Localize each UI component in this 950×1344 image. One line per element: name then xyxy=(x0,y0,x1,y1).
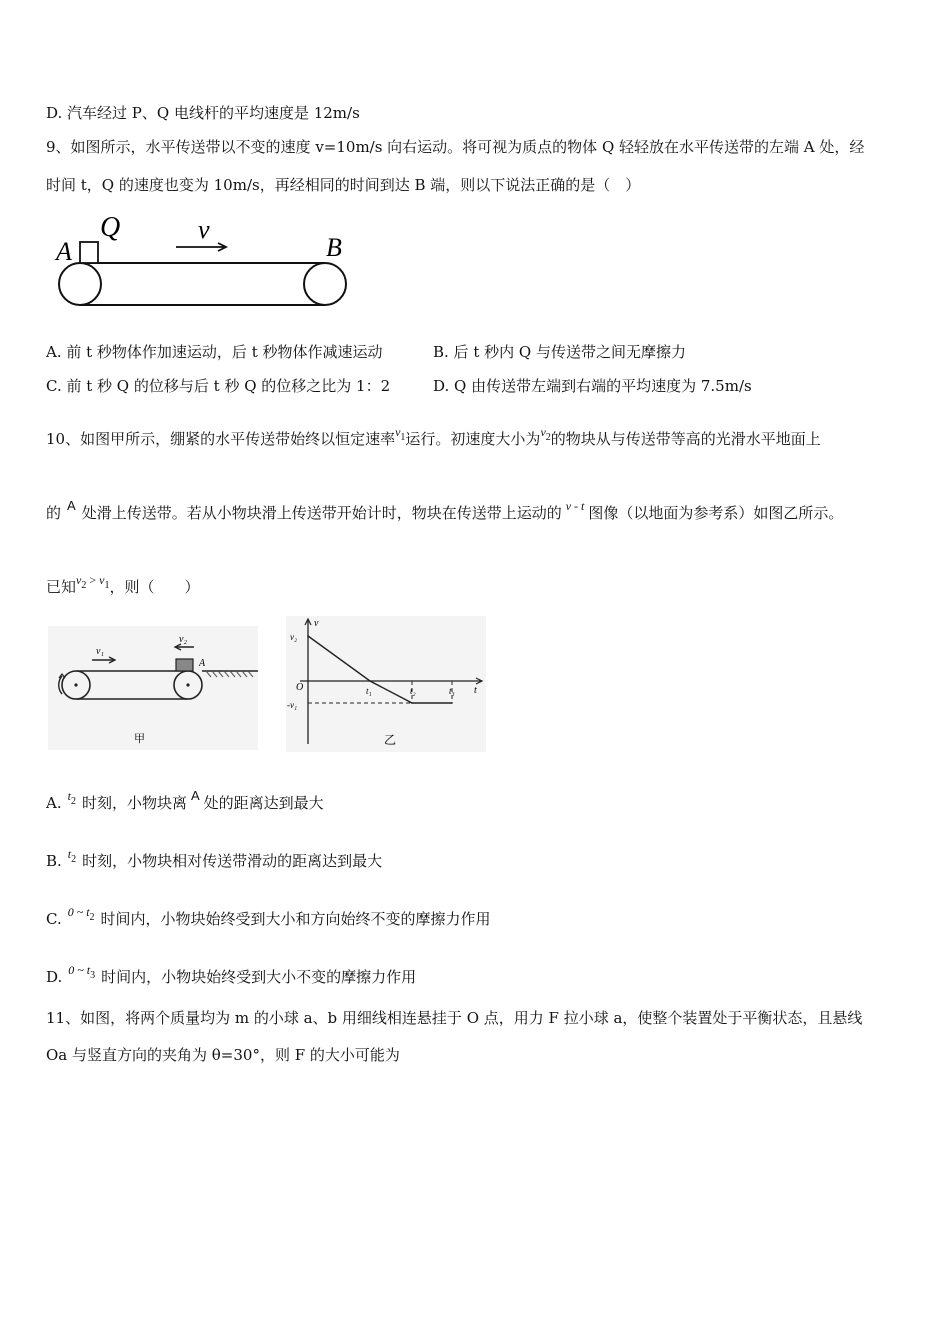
q9-option-c: C. 前 t 秒 Q 的位移与后 t 秒 Q 的位移之比为 1：2 xyxy=(46,377,391,395)
q10-figure-jia xyxy=(48,626,258,750)
q10-stem-text-1: 10、如图甲所示，绷紧的水平传送带始终以恒定速率 xyxy=(46,430,396,448)
left-pulley xyxy=(59,263,101,305)
q9-option-a: A. 前 t 秒物体作加速运动，后 t 秒物体作减速运动 xyxy=(46,343,383,361)
tick-t1: t₁ xyxy=(366,686,372,696)
q10-stem-line1 xyxy=(46,422,821,449)
q10-stem-line2 xyxy=(46,496,843,523)
q9-option-d: D. Q 由传送带左端到右端的平均速度为 7.5m/s xyxy=(433,377,752,395)
q10-stem3-text-1: 已知 xyxy=(46,578,77,596)
q9-stem-line1: 9、如图所示，水平传送带以不变的速度 v=10m/s 向右运动。将可视为质点的物体 Q 轻轻放在水平传送带的左端 A 处，经 xyxy=(46,138,865,156)
vt-point-1 xyxy=(369,680,371,682)
tick-neg-v1: -v₁ xyxy=(287,700,298,710)
label-b: B xyxy=(326,233,342,262)
vt-point-3 xyxy=(451,702,453,704)
q10-option-d: D. $^{0 \sim t_3}$ 时间内，小物块始终受到大小不变的摩擦力作用 xyxy=(46,963,417,986)
q9-conveyor-figure xyxy=(50,212,360,312)
q10-stem2-text-1: 的 xyxy=(46,504,62,522)
block-q xyxy=(80,242,98,263)
q9-option-b: B. 后 t 秒内 Q 与传送带之间无摩擦力 xyxy=(433,343,686,361)
q10-option-b: B. $^{t_2}$ 时刻，小物块相对传送带滑动的距离达到最大 xyxy=(46,847,383,870)
q11-stem-line1: 11、如图，将两个质量均为 m 的小球 a、b 用细线相连悬挂于 O 点，用力 F 拉小球 a，使整个装置处于平衡状态，且悬线 xyxy=(46,1009,863,1027)
vt-point-2 xyxy=(411,702,413,704)
q10-option-a: A. $^{t_2}$ 时刻，小物块离 A 处的距离达到最大 xyxy=(46,788,324,812)
axis-label-v: v xyxy=(314,618,319,629)
q10-stem3-text-2: ，则（ ） xyxy=(109,578,200,596)
origin-label: O xyxy=(296,682,304,693)
tick-v2: v₂ xyxy=(290,632,298,642)
caption-jia: 甲 xyxy=(134,732,145,745)
label-a: A xyxy=(199,658,206,669)
label-v2: v₂ xyxy=(179,634,187,645)
label-v: v xyxy=(198,215,210,244)
q11-stem-line2: Oa 与竖直方向的夹角为 θ=30°，则 F 的大小可能为 xyxy=(46,1046,400,1064)
q10-stem-text-2: 运行。初速度大小为 xyxy=(405,430,541,448)
right-pulley xyxy=(304,263,346,305)
tick-t2: t₂ xyxy=(410,686,416,696)
q10-v1-symbol: v1 xyxy=(395,425,406,443)
q10-v2-symbol: v2 xyxy=(540,425,551,443)
q10-point-a: A xyxy=(67,498,76,513)
q10-stem2-text-2: 处滑上传送带。若从小物块滑上传送带开始计时，物块在传送带上运动的 xyxy=(81,504,562,522)
q10-stem-line3 xyxy=(46,570,199,597)
label-q: Q xyxy=(100,212,121,243)
block xyxy=(176,659,193,671)
vt-point-0 xyxy=(307,635,309,637)
label-v1: v₁ xyxy=(96,646,104,657)
caption-yi: 乙 xyxy=(384,733,397,747)
label-a: A xyxy=(56,237,72,266)
tick-t3: t₃ xyxy=(449,686,455,696)
q10-option-c: C. $^{0 \sim t_2}$ 时间内，小物块始终受到大小和方向始终不变的摩擦力作用 xyxy=(46,905,491,928)
q10-figure-yi xyxy=(286,616,486,752)
q10-vt-symbol: v - t xyxy=(565,499,585,513)
q8-option-d: D. 汽车经过 P、Q 电线杆的平均速度是 12m/s xyxy=(46,104,360,122)
q10-stem2-text-3: 图像（以地面为参考系）如图乙所示。 xyxy=(588,504,844,522)
q10-stem-text-3: 的物块从与传送带等高的光滑水平地面上 xyxy=(550,430,821,448)
q9-stem-line2: 时间 t，Q 的速度也变为 10m/s，再经相同的时间到达 B 端，则以下说法正确的是（ ） xyxy=(46,176,641,194)
axis-label-t: t xyxy=(474,685,477,696)
q10-condition: v2 > v1 xyxy=(76,573,110,591)
